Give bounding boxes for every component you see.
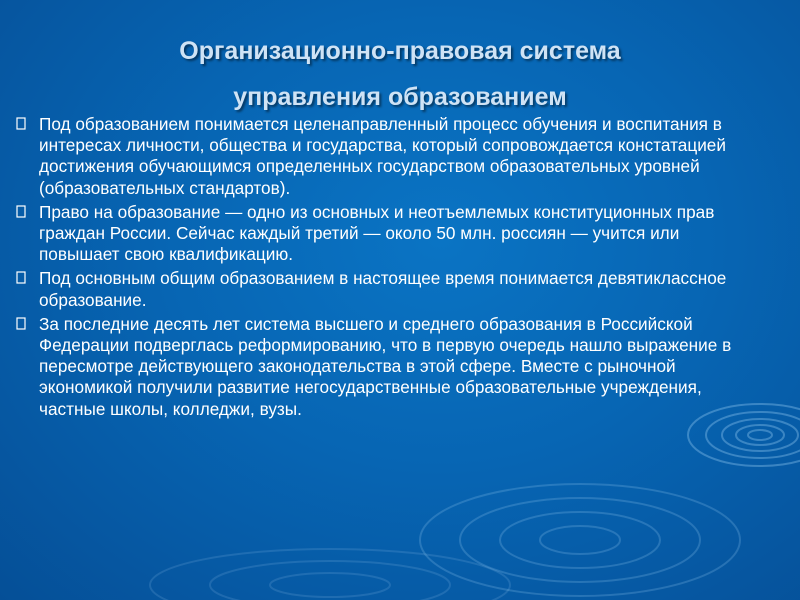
title-line-1: Организационно-правовая система: [179, 37, 621, 65]
bullet-list: [14, 114, 744, 423]
bullet-text: Под образованием понимается целенаправленный процесс обучения и воспитания в интересах личности, общества и государства, который сопровождается констатацией достижения обучающимся определенных государством образовательных уровней (образовательных стандартов).: [39, 114, 726, 198]
bullet-item: [14, 202, 744, 266]
hollow-square-bullet-icon: [16, 317, 26, 330]
slide-title: [40, 28, 760, 120]
hollow-square-bullet-icon: [16, 117, 26, 130]
hollow-square-bullet-icon: [16, 205, 26, 218]
bullet-text: За последние десять лет система высшего и среднего образования в Российской Федерации подверглась реформированию, что в первую очередь нашло выражение в пересмотре действующего законодательства в этой сфере. Вместе с рыночной экономикой получили развитие негосударственные образовательные учреждения, частные школы, колледжи, вузы.: [39, 313, 732, 419]
bullet-item: [14, 114, 744, 199]
bullet-item: [14, 268, 744, 310]
bullet-item: [14, 314, 744, 420]
bullet-text: Право на образование — одно из основных и неотъемлемых конституционных прав граждан России. Сейчас каждый третий — около 50 млн. россиян — учится или повышает свою квалификацию.: [39, 201, 715, 265]
title-line-2: управления образованием: [233, 83, 567, 111]
hollow-square-bullet-icon: [16, 271, 26, 284]
bullet-text: Под основным общим образованием в настоящее время понимается девятиклассное образование.: [39, 268, 727, 310]
